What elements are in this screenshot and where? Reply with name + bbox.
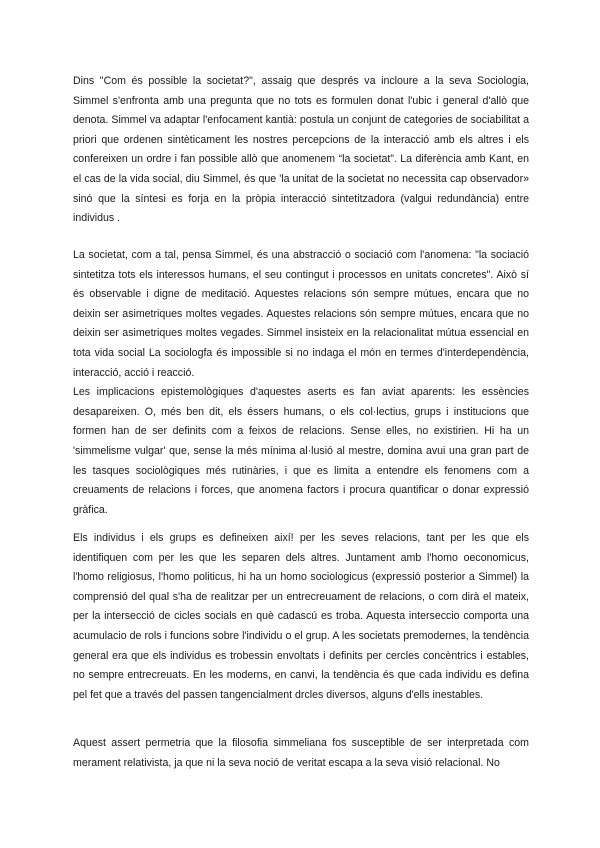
paragraph-4	[73, 529, 529, 705]
paragraph-1	[73, 72, 529, 229]
paragraph-text: Les implicacions epistemològiques d'aquestes aserts es fan aviat aparents: les essències desapareixen. O, més ben dit, els éssers humans, o els col·lectius, grups i institucions que formen han de ser definits com a feixos de relacions. Sense elles, no existirien. Hi ha un 'simmelisme vulgar' que, sense la més mínima al·lusió al mestre, domina avui una gran part de les tasques sociològiques més rutinàries, i que es limita a entendre els fenomens com a creuaments de relacions i forces, que anomena factors i procura quantificar o donar expressió gràfica.	[73, 386, 529, 516]
paragraph-text: Els individus i els grups es defineixen així! per les seves relacions, tant per les que els identifiquen com per les que les separen dels altres. Juntament amb l'homo oeconomicus, l'homo religiosus, l'homo politicus, hi ha un homo sociologicus (expressió posterior a Simmel) la comprensió del qual s'ha de realitzar per un entrecreuament de relacions, o com dirà el mateix, per la intersecció de cicles socials en què cadascú es troba. Aquesta interseccio comporta una acumulacio de rols i funcions sobre l'individu o el grup. A les societats premodernes, la tendència general era que els individus es trobessin envoltats i definits per cercles concèntrics i estables, no sempre entrecreuats. En les moderns, en canvi, la tendència és que cada individu es defina pel fet que a través del passen tangencialment drcles diversos, alguns d'ells inestables.	[73, 532, 529, 701]
paragraph-text: Dins "Com és possible la societat?", assaig que després va incloure a la seva Sociologia, Simmel s'enfronta amb una pregunta que no tots es formulen donat l'ubic i general d'allò que denota. Simmel va adaptar l'enfocament kantià: postula un conjunt de categories de sociabilitat a priori que ordenen sintèticament les nostres percepcions de la interacció amb els altres i els confereixen un ordre i fan possible allò que anomenem “la societat”. La diferència amb Kant, en el cas de la vida social, diu Simmel, és que 'la unitat de la societat no necessita cap observador» sinó que la síntesi es forja en la pròpia interacció sintetitzadora (valgui redundància) entre individus .	[73, 75, 529, 225]
paragraph-text: La societat, com a tal, pensa Simmel, és una abstracció o sociació com l'anomena: "la sociació sintetitza tots els interessos humans, el seu contingut i processos en unitats concretes". Això sí és observable i digne de meditació. Aquestes relacions són sempre mútues, encara que no deixin ser asimetriques moltes vegades. Aquestes relacions són sempre mútues, encara que no deixin ser asimetriques moltes vegades. Simmel insisteix en la relacionalitat mútua essencial en tota vida social La sociologfa és impossible si no indaga el món en termes d'interdependència, interacció, acció i reacció.	[73, 249, 529, 379]
paragraph-text: Aquest assert permetria que la filosofia simmeliana fos susceptible de ser interpretada com merament relativista, ja que ni la seva noció de veritat escapa a la seva visió relacional. No	[73, 737, 529, 769]
paragraph-5	[73, 734, 529, 773]
paragraph-2	[73, 246, 529, 520]
